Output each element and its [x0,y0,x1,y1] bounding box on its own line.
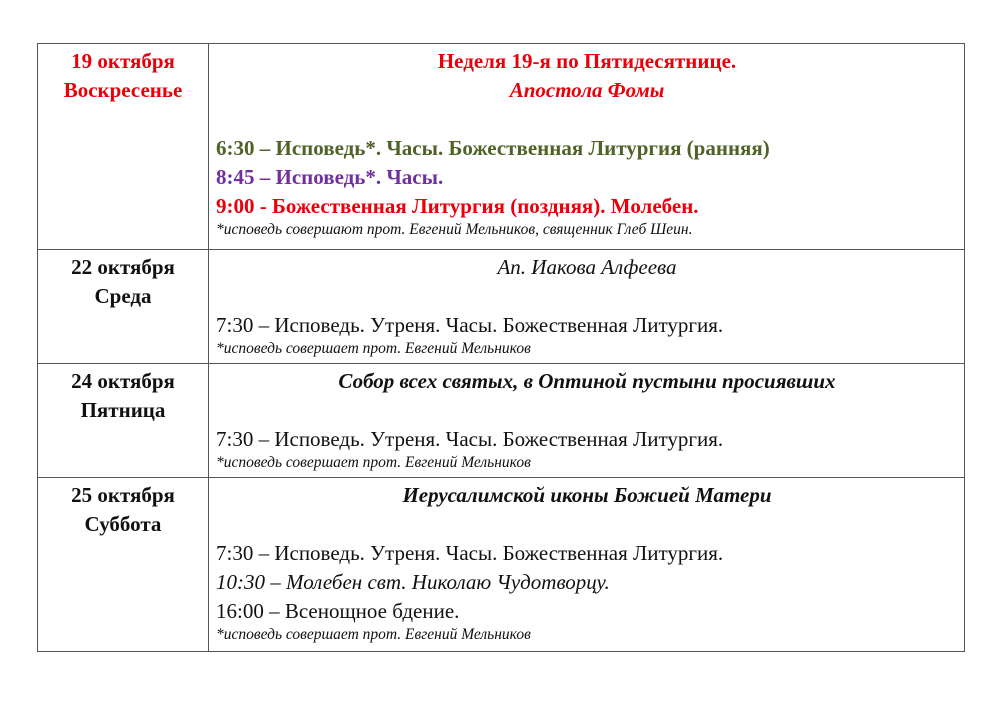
content-cell [209,478,965,652]
service-line: 6:30 – Исповедь*. Часы. Божественная Литургия (ранняя) [216,136,770,160]
feast-title: Собор всех святых, в Оптиной пустыни просиявших [338,369,836,393]
weekday: Пятница [80,398,166,422]
weekday: Среда [94,284,152,308]
feast-title: Иерусалимской иконы Божией Матери [402,483,772,507]
table-row [38,478,965,652]
service-line: 7:30 – Исповедь. Утреня. Часы. Божественная Литургия. [216,313,724,337]
date: 19 октября [71,49,175,73]
weekday: Суббота [84,512,162,536]
service-line: 10:30 – Молебен свт. Николаю Чудотворцу. [216,570,610,594]
date-cell [38,250,209,364]
date: 24 октября [71,369,175,393]
date: 25 октября [71,483,175,507]
confession-note: *исповедь совершает прот. Евгений Мельников [216,340,531,357]
feast-title: Ап. Иакова Алфеева [497,255,677,279]
feast-subtitle: Апостола Фомы [509,78,665,102]
content-cell [209,44,965,250]
service-line: 16:00 – Всенощное бдение. [216,599,460,623]
schedule-table [37,43,965,652]
table-row [38,364,965,478]
service-line: 7:30 – Исповедь. Утреня. Часы. Божественная Литургия. [216,427,724,451]
weekday: Воскресенье [63,78,183,102]
confession-note: *исповедь совершает прот. Евгений Мельников [216,454,531,471]
service-line: 8:45 – Исповедь*. Часы. [216,165,444,189]
confession-note: *исповедь совершают прот. Евгений Мельников, священник Глеб Шеин. [216,221,693,238]
feast-title: Неделя 19-я по Пятидесятнице. [437,49,737,73]
service-line: 7:30 – Исповедь. Утреня. Часы. Божественная Литургия. [216,541,724,565]
date-cell [38,44,209,250]
date: 22 октября [71,255,175,279]
table-row [38,250,965,364]
date-cell [38,364,209,478]
content-cell [209,364,965,478]
service-line: 9:00 - Божественная Литургия (поздняя). Молебен. [216,194,699,218]
confession-note: *исповедь совершает прот. Евгений Мельников [216,626,531,643]
date-cell [38,478,209,652]
table-row [38,44,965,250]
content-cell [209,250,965,364]
